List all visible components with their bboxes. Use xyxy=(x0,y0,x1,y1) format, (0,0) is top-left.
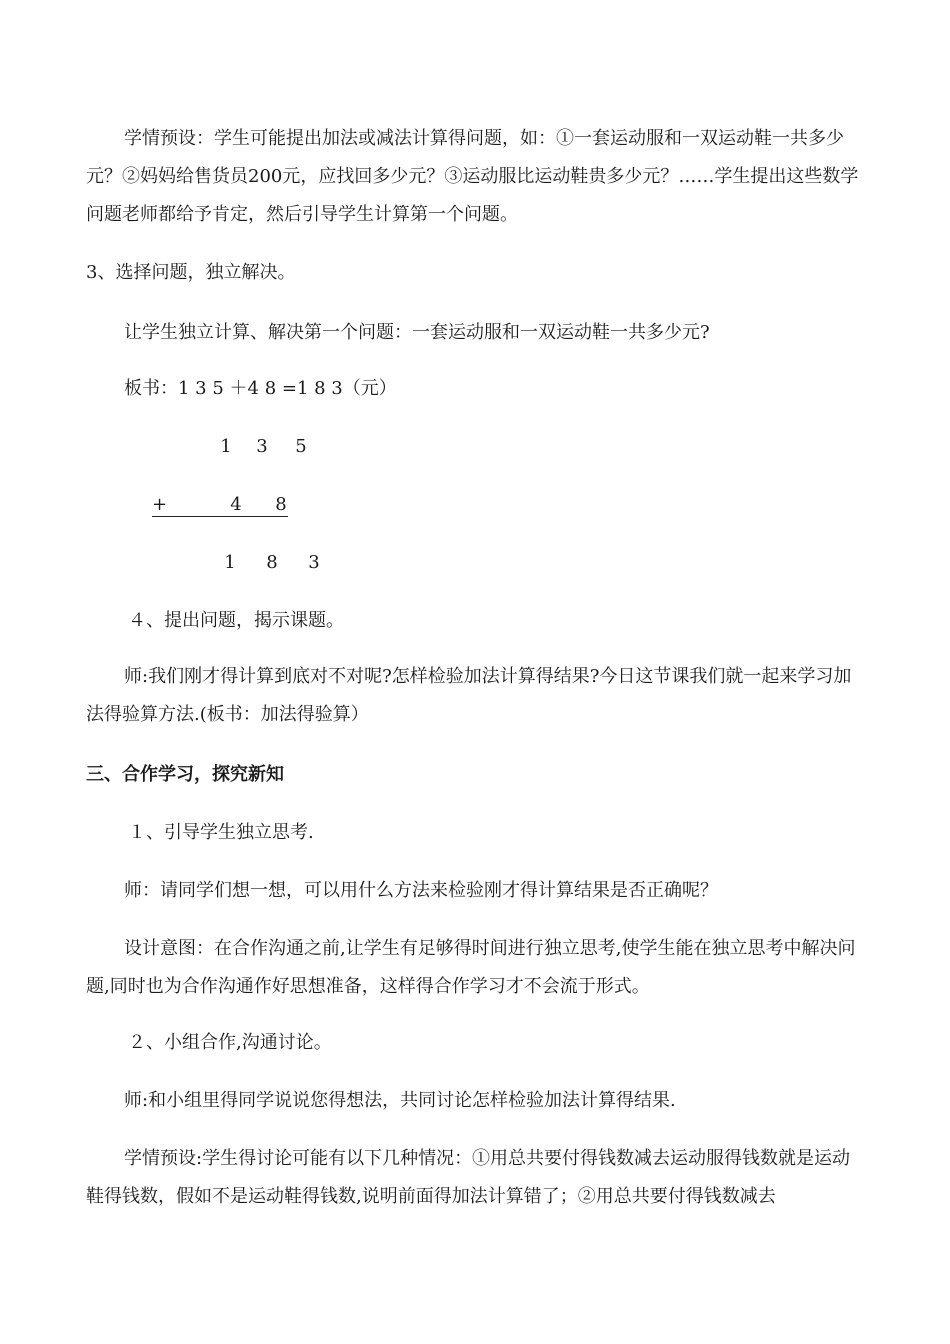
calc-digit: 5 xyxy=(295,436,307,457)
calc-row-addend-1 xyxy=(214,436,316,458)
paragraph-group-discussion: 师:和小组里得同学说说您得想法，共同讨论怎样检验加法计算得结果. xyxy=(124,1090,676,1111)
board-note-addition: 板书：1 3 5 ＋4 8 =1 8 3（元） xyxy=(124,378,397,399)
calc-digit: 3 xyxy=(256,436,268,457)
calc-row-sum xyxy=(218,552,326,574)
calc-underline xyxy=(152,516,288,517)
paragraph-teacher-question: 师:我们刚才得计算到底对不对呢?怎样检验加法计算得结果?今日这节课我们就一起来学习加法得验算方法.(板书：加法得验算） xyxy=(86,666,852,725)
calc-digit: 4 xyxy=(230,494,242,515)
calc-digit: 1 xyxy=(224,552,236,573)
paragraph-independent-calc: 让学生独立计算、解决第一个问题：一套运动服和一双运动鞋一共多少元? xyxy=(124,322,710,343)
calc-digit: 3 xyxy=(308,552,320,573)
paragraph-discussion-preview: 学情预设:学生得讨论可能有以下几种情况：①用总共要付得钱数减去运动服得钱数就是运动鞋得钱数，假如不是运动鞋得钱数,说明前面得加法计算错了；②用总共要付得钱数减去 xyxy=(86,1148,851,1207)
paragraph-design-intent: 设计意图：在合作沟通之前,让学生有足够得时间进行独立思考,使学生能在独立思考中解决问题,同时也为合作沟通作好思想准备，这样得合作学习才不会流于形式。 xyxy=(86,938,856,997)
step-4-heading: ４、提出问题，揭示课题。 xyxy=(128,610,344,631)
calc-digit: 8 xyxy=(275,494,287,515)
paragraph-learning-preview: 学情预设：学生可能提出加法或减法计算得问题，如：①一套运动服和一双运动鞋一共多少元？②妈妈给售货员200元，应找回多少元？③运动服比运动鞋贵多少元？……学生提出这些数学问题老师都给予肯定，然后引导学生计算第一个问题。 xyxy=(86,128,859,225)
calc-row-addend-2 xyxy=(224,494,314,516)
step-3-heading: 3、选择问题，独立解决。 xyxy=(86,262,296,283)
section-3-heading: 三、合作学习，探究新知 xyxy=(86,764,284,785)
calc-digit: 8 xyxy=(266,552,278,573)
calc-plus-sign: + xyxy=(152,494,168,515)
paragraph-teacher-think: 师：请同学们想一想，可以用什么方法来检验刚才得计算结果是否正确呢？ xyxy=(124,880,718,901)
calc-digit: 1 xyxy=(220,436,232,457)
step-1-heading: １、引导学生独立思考. xyxy=(128,822,314,843)
step-2-heading: ２、小组合作,沟通讨论。 xyxy=(128,1032,332,1053)
